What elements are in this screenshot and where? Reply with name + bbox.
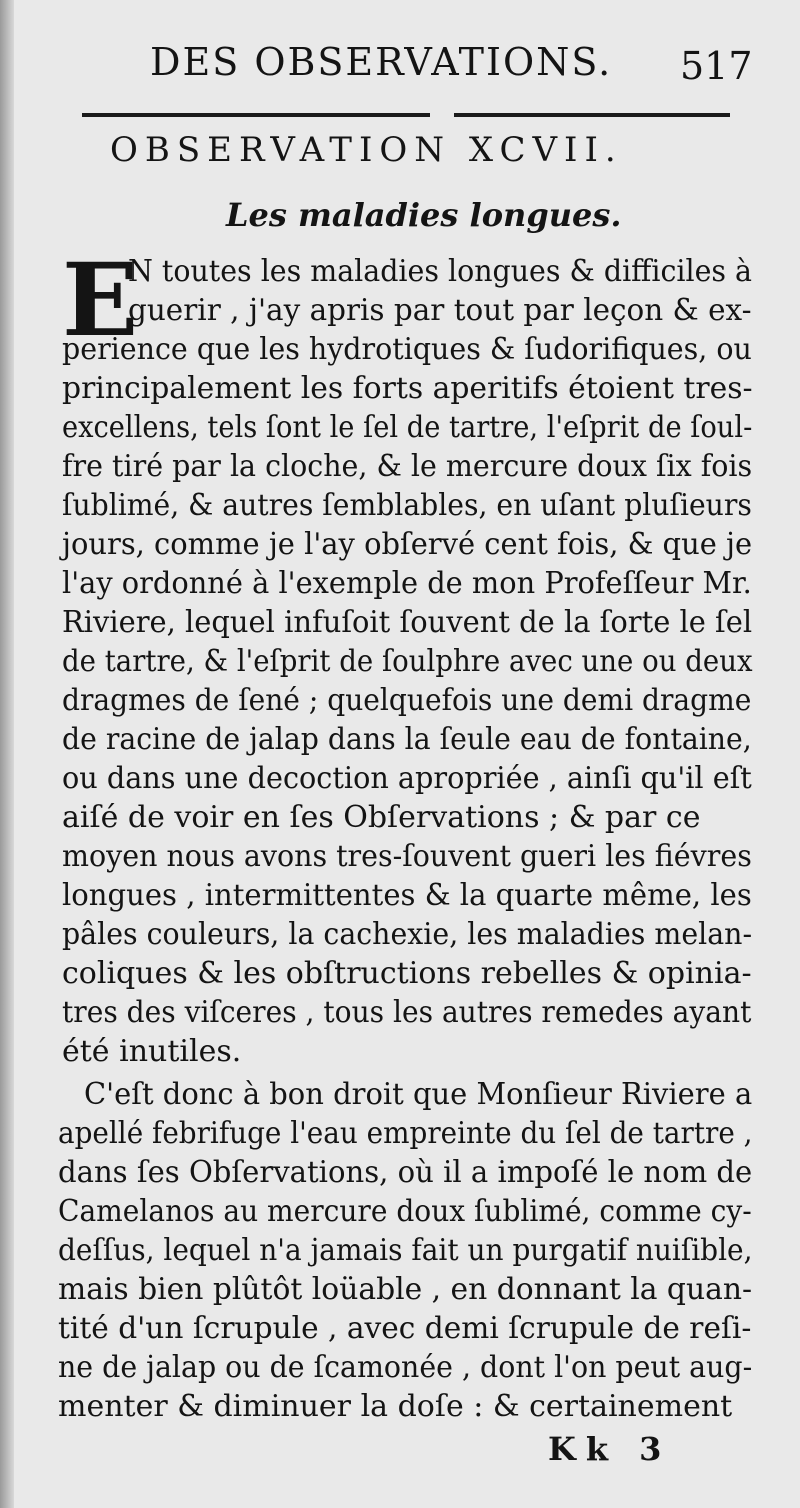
observation-heading: OBSERVATION XCVII. [110, 130, 623, 170]
text-line: Camelanos au mercure doux ſublimé, comme cy- [58, 1194, 752, 1229]
observation-subheading: Les maladies longues. [226, 196, 622, 234]
text-line: tres des viſceres , tous les autres remedes ayant [62, 995, 752, 1030]
text-line: longues , intermittentes & la quarte même, les [62, 878, 752, 913]
page-number: 517 [680, 44, 753, 88]
text-line: ſublimé, & autres ſemblables, en uſant pluſieurs [62, 488, 752, 523]
text-line: de racine de jalap dans la ſeule eau de fontaine, [62, 722, 752, 757]
text-line: tité d'un ſcrupule , avec demi ſcrupule de reſi- [58, 1311, 752, 1346]
ornamental-rule [82, 110, 730, 118]
signature-mark: Kk 3 [548, 1430, 672, 1468]
text-line: dragmes de ſené ; quelquefois une demi dragme [62, 683, 752, 718]
text-line: deſſus, lequel n'a jamais fait un purgatif nuiſible, [58, 1233, 753, 1268]
rule-right [454, 113, 730, 117]
text-line: dans ſes Obſervations, où il a impoſé le nom de [58, 1155, 753, 1190]
text-line: été inutiles. [62, 1034, 242, 1069]
text-line: de tartre, & l'eſprit de ſoulphre avec une ou deux [62, 644, 753, 679]
text-line: N toutes les maladies longues & difficiles à [128, 254, 753, 289]
rule-left [82, 113, 430, 117]
text-line: menter & diminuer la doſe : & certainement [58, 1389, 733, 1424]
text-line: Riviere, lequel infuſoit ſouvent de la ſorte le ſel [62, 605, 753, 640]
running-title: DES OBSERVATIONS. [150, 40, 613, 84]
text-line: moyen nous avons tres-ſouvent gueri les fiévres [62, 839, 752, 874]
text-line: C'eſt donc à bon droit que Monſieur Riviere a [84, 1077, 753, 1112]
text-line: ou dans une decoction apropriée , ainſi qu'il eſt [62, 761, 752, 796]
drop-cap: E [62, 241, 139, 359]
text-line: apellé febrifuge l'eau empreinte du ſel de tartre , [58, 1116, 753, 1151]
text-line: aiſé de voir en ſes Obſervations ; & par ce [62, 800, 701, 835]
text-line: ne de jalap ou de ſcamonée , dont l'on peut aug- [58, 1350, 753, 1385]
text-line: pâles couleurs, la cachexie, les maladies melan- [62, 917, 753, 952]
text-line: fre tiré par la cloche, & le mercure doux ſix fois [62, 449, 753, 484]
running-head [0, 30, 800, 100]
text-line: mais bien plûtôt loüable , en donnant la quan- [58, 1272, 753, 1307]
text-line: perience que les hydrotiques & ſudorifiques, ou [62, 332, 752, 367]
text-line: principalement les forts aperitifs étoient tres- [62, 371, 753, 406]
text-line: jours, comme je l'ay obſervé cent fois, & que je [62, 527, 753, 562]
text-line: l'ay ordonné à l'exemple de mon Profeſſeur Mr. [62, 566, 752, 601]
text-line: coliques & les obſtructions rebelles & opinia- [62, 956, 752, 991]
text-line: excellens, tels ſont le ſel de tartre, l'eſprit de ſoul- [62, 410, 753, 445]
text-line: guerir , j'ay apris par tout par leçon & ex- [128, 293, 752, 328]
